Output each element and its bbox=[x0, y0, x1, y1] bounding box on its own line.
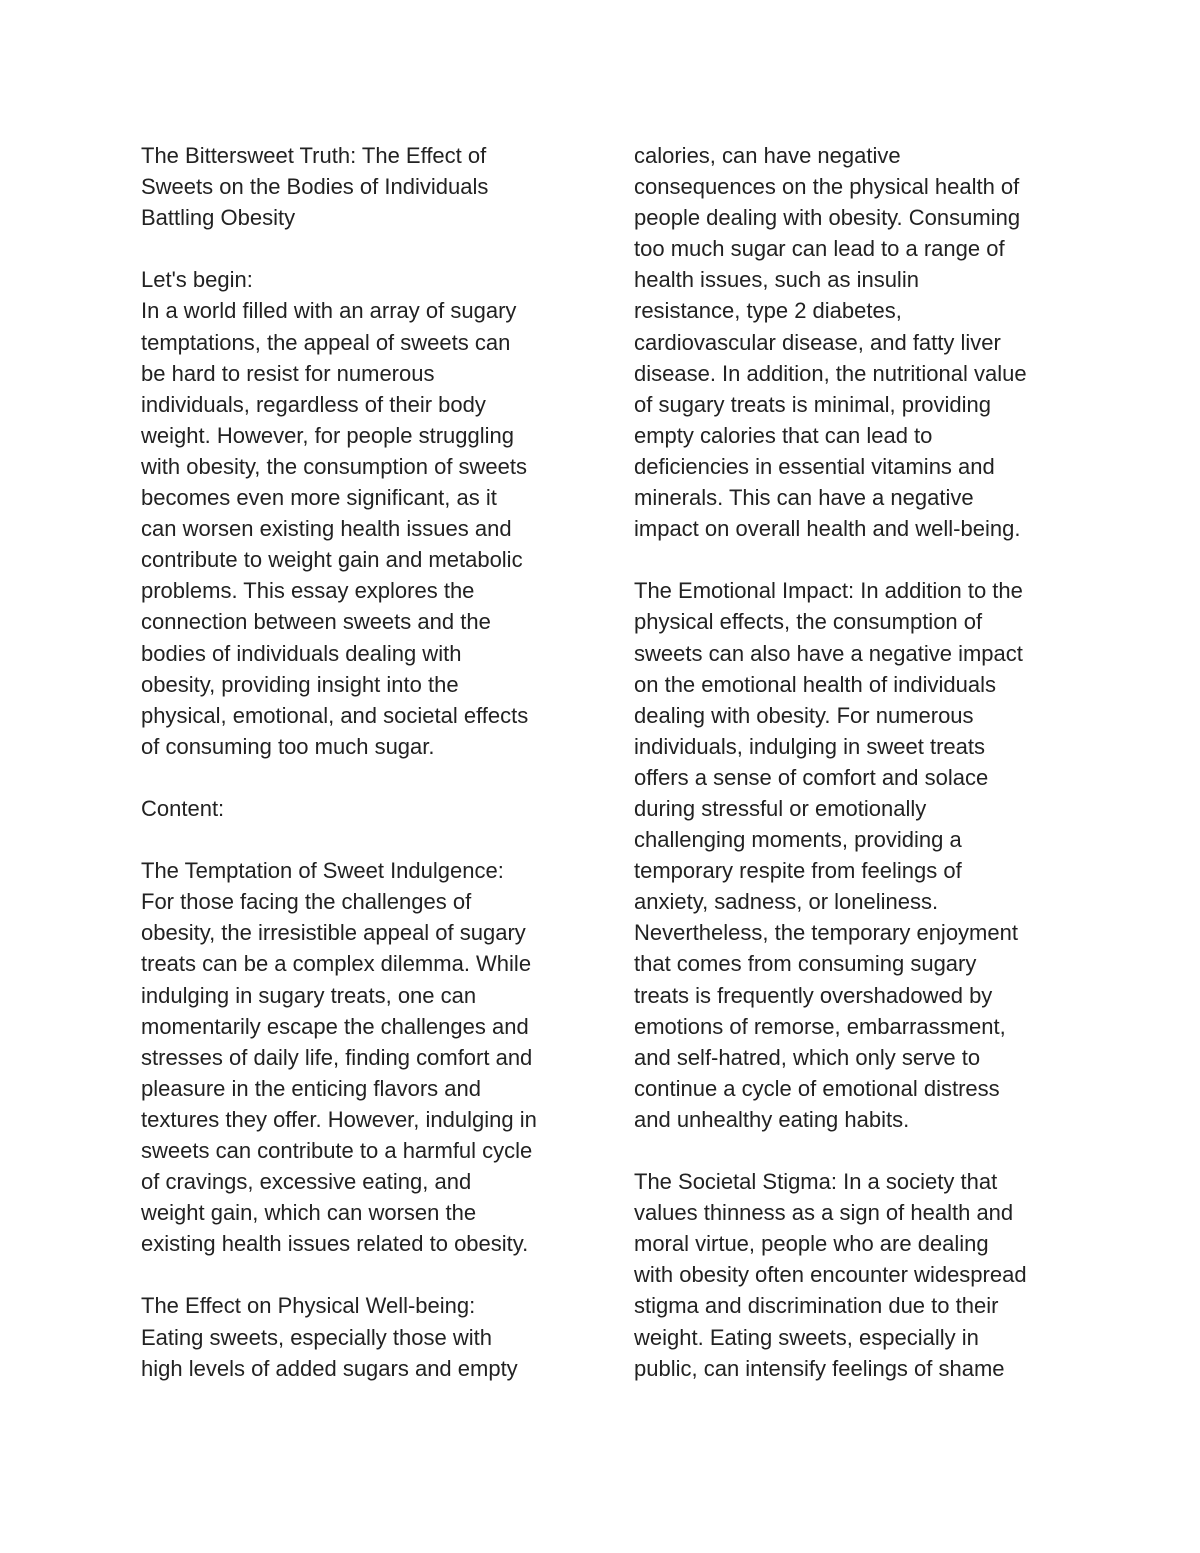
text-line: of consuming too much sugar. bbox=[141, 733, 435, 759]
text-line: Let's begin: bbox=[141, 267, 253, 293]
text-line: existing health issues related to obesity. bbox=[141, 1231, 529, 1257]
text-line: weight gain, which can worsen the bbox=[141, 1200, 477, 1226]
text-line: bodies of individuals dealing with bbox=[141, 640, 462, 666]
text-line: calories, can have negative bbox=[634, 143, 901, 168]
text-line: individuals, regardless of their body bbox=[141, 391, 486, 417]
text-line: consequences on the physical health of bbox=[634, 174, 1020, 200]
right-text-column bbox=[634, 140, 1074, 1384]
text-line: obesity, the irresistible appeal of sugary bbox=[141, 920, 526, 946]
text-line: anxiety, sadness, or loneliness. bbox=[634, 889, 939, 915]
text-line: treats is frequently overshadowed by bbox=[634, 982, 993, 1008]
text-line: challenging moments, providing a bbox=[634, 827, 962, 853]
text-line: impact on overall health and well-being. bbox=[634, 516, 1021, 542]
text-line: and self-hatred, which only serve to bbox=[634, 1044, 981, 1070]
text-line: health issues, such as insulin bbox=[634, 267, 919, 293]
text-line: on the emotional health of individuals bbox=[634, 671, 997, 697]
text-line: empty calories that can lead to bbox=[634, 422, 933, 448]
text-line: during stressful or emotionally bbox=[634, 795, 927, 821]
text-line: dealing with obesity. For numerous bbox=[634, 702, 974, 728]
text-line: be hard to resist for numerous bbox=[141, 360, 435, 386]
text-line: weight. However, for people struggling bbox=[141, 422, 514, 448]
left-text-column bbox=[141, 140, 581, 1384]
text-line: textures they offer. However, indulging in bbox=[141, 1106, 537, 1132]
paragraph-gap bbox=[141, 233, 581, 264]
text-line: Content: bbox=[141, 795, 225, 821]
text-line: and unhealthy eating habits. bbox=[634, 1106, 910, 1132]
text-line: The Societal Stigma: In a society that bbox=[634, 1169, 998, 1195]
text-line: public, can intensify feelings of shame bbox=[634, 1355, 1005, 1381]
text-line: with obesity often encounter widespread bbox=[634, 1262, 1027, 1288]
text-line: Nevertheless, the temporary enjoyment bbox=[634, 920, 1018, 946]
text-line: people dealing with obesity. Consuming bbox=[634, 205, 1021, 231]
text-line: becomes even more significant, as it bbox=[141, 485, 497, 511]
text-line: too much sugar can lead to a range of bbox=[634, 236, 1005, 262]
text-line: disease. In addition, the nutritional value bbox=[634, 360, 1027, 386]
text-line: with obesity, the consumption of sweets bbox=[141, 453, 528, 479]
text-line: high levels of added sugars and empty bbox=[141, 1355, 518, 1381]
text-line: connection between sweets and the bbox=[141, 609, 491, 635]
text-line: indulging in sugary treats, one can bbox=[141, 982, 477, 1008]
text-line: minerals. This can have a negative bbox=[634, 485, 974, 511]
text-line: individuals, indulging in sweet treats bbox=[634, 733, 985, 759]
text-line: values thinness as a sign of health and bbox=[634, 1200, 1014, 1226]
paragraph-gap bbox=[141, 762, 581, 793]
text-line: moral virtue, people who are dealing bbox=[634, 1231, 989, 1257]
text-line: Battling Obesity bbox=[141, 205, 296, 231]
paragraph-gap bbox=[634, 1135, 1074, 1166]
text-line: treats can be a complex dilemma. While bbox=[141, 951, 532, 977]
text-line: of sugary treats is minimal, providing bbox=[634, 391, 992, 417]
text-line: deficiencies in essential vitamins and bbox=[634, 453, 995, 479]
text-line: In a world filled with an array of sugary bbox=[141, 298, 517, 324]
text-line: The Effect on Physical Well-being: bbox=[141, 1293, 476, 1319]
paragraph-gap bbox=[141, 824, 581, 855]
paragraph-gap bbox=[141, 1259, 581, 1290]
text-line: contribute to weight gain and metabolic bbox=[141, 547, 523, 573]
text-line: physical, emotional, and societal effects bbox=[141, 702, 529, 728]
text-line: problems. This essay explores the bbox=[141, 578, 475, 604]
text-line: temptations, the appeal of sweets can bbox=[141, 329, 511, 355]
text-line: The Emotional Impact: In addition to the bbox=[634, 578, 1023, 604]
text-line: physical effects, the consumption of bbox=[634, 609, 983, 635]
text-line: pleasure in the enticing flavors and bbox=[141, 1075, 481, 1101]
text-line: cardiovascular disease, and fatty liver bbox=[634, 329, 1001, 355]
paragraph-gap bbox=[634, 544, 1074, 575]
text-line: momentarily escape the challenges and bbox=[141, 1013, 529, 1039]
text-line: emotions of remorse, embarrassment, bbox=[634, 1013, 1006, 1039]
text-line: continue a cycle of emotional distress bbox=[634, 1075, 1000, 1101]
text-line: The Temptation of Sweet Indulgence: bbox=[141, 858, 504, 884]
text-line: that comes from consuming sugary bbox=[634, 951, 977, 977]
text-line: stigma and discrimination due to their bbox=[634, 1293, 999, 1319]
text-line: Sweets on the Bodies of Individuals bbox=[141, 174, 489, 200]
text-line: resistance, type 2 diabetes, bbox=[634, 298, 902, 324]
text-line: For those facing the challenges of bbox=[141, 889, 472, 915]
text-line: offers a sense of comfort and solace bbox=[634, 764, 989, 790]
text-line: can worsen existing health issues and bbox=[141, 516, 512, 542]
text-line: of cravings, excessive eating, and bbox=[141, 1169, 472, 1195]
text-line: sweets can also have a negative impact bbox=[634, 640, 1023, 666]
text-line: Eating sweets, especially those with bbox=[141, 1324, 492, 1350]
text-line: stresses of daily life, finding comfort and bbox=[141, 1044, 533, 1070]
text-line: temporary respite from feelings of bbox=[634, 858, 962, 884]
text-line: weight. Eating sweets, especially in bbox=[634, 1324, 979, 1350]
text-line: obesity, providing insight into the bbox=[141, 671, 459, 697]
text-line: sweets can contribute to a harmful cycle bbox=[141, 1138, 533, 1163]
text-line: The Bittersweet Truth: The Effect of bbox=[141, 143, 487, 168]
